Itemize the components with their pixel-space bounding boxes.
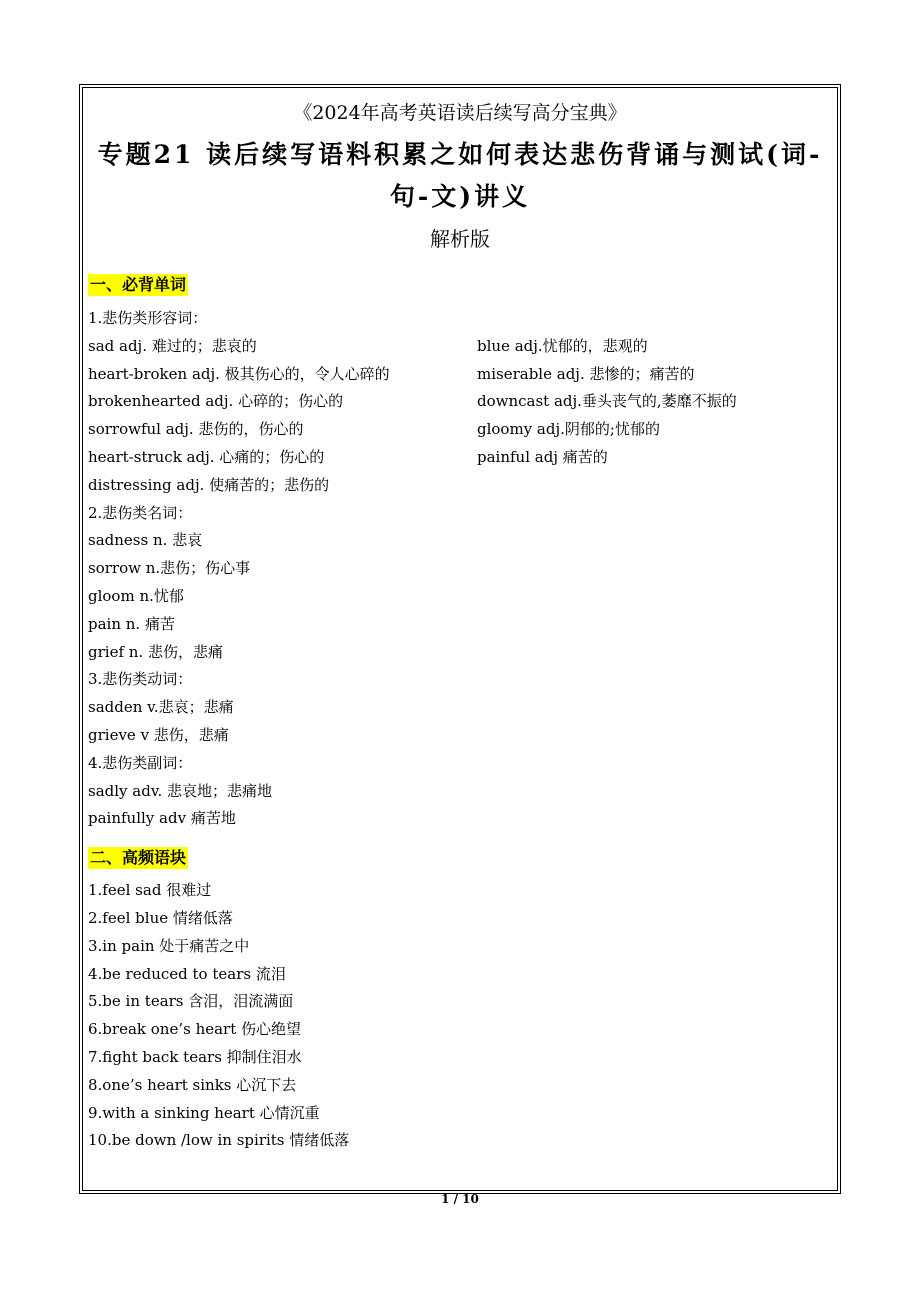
- list-item: miserable adj. 悲惨的；痛苦的: [477, 364, 695, 383]
- list-item: brokenhearted adj. 心碎的；伤心的: [88, 392, 344, 411]
- list-item: 9.with a sinking heart 心情沉重: [88, 1103, 320, 1122]
- list-item: 3.in pain 处于痛苦之中: [88, 936, 250, 955]
- document-content: [88, 96, 832, 1155]
- adj-heading: 1.悲伤类形容词：: [88, 309, 208, 327]
- list-item: gloomy adj.阴郁的;忧郁的: [477, 420, 660, 439]
- list-item: heart-broken adj. 极其伤心的，令人心碎的: [88, 364, 390, 383]
- adj-right-column: [477, 333, 737, 472]
- main-title: 专题21 读后续写语料积累之如何表达悲伤背诵与测试(词-句-文)讲义: [97, 140, 823, 211]
- list-item: grieve v 悲伤，悲痛: [88, 725, 229, 744]
- list-item: 2.feel blue 情绪低落: [88, 908, 233, 927]
- list-item: painful adj 痛苦的: [477, 447, 608, 466]
- list-item: 5.be in tears 含泪，泪流满面: [88, 992, 294, 1011]
- list-item: 4.be reduced to tears 流泪: [88, 964, 286, 983]
- book-title: 《2024年高考英语读后续写高分宝典》: [293, 102, 627, 124]
- section-heading-words: 一、必背单词: [90, 275, 187, 294]
- subtitle: 解析版: [430, 227, 490, 251]
- list-item: gloom n.忧郁: [88, 586, 184, 605]
- list-item: sorrowful adj. 悲伤的，伤心的: [88, 420, 304, 439]
- list-item: grief n. 悲伤，悲痛: [88, 642, 223, 661]
- list-item: 8.one’s heart sinks 心沉下去: [88, 1075, 297, 1094]
- adj-columns: [88, 333, 832, 500]
- list-item: 10.be down /low in spirits 情绪低落: [88, 1131, 350, 1150]
- list-item: distressing adj. 使痛苦的；悲伤的: [88, 475, 330, 494]
- words-section: [88, 305, 832, 833]
- list-item: downcast adj.垂头丧气的,萎靡不振的: [477, 392, 737, 411]
- list-item: 6.break one’s heart 伤心绝望: [88, 1020, 302, 1039]
- noun-heading: 2.悲伤类名词：: [88, 503, 193, 522]
- list-item: sad adj. 难过的；悲哀的: [88, 336, 257, 355]
- list-item: heart-struck adj. 心痛的；伤心的: [88, 447, 325, 466]
- list-item: 1.feel sad 很难过: [88, 881, 212, 900]
- verb-heading: 3.悲伤类动词：: [88, 670, 193, 689]
- list-item: 7.fight back tears 抑制住泪水: [88, 1047, 302, 1066]
- list-item: pain n. 痛苦: [88, 614, 175, 633]
- page-number: 1 / 10: [441, 1192, 479, 1206]
- list-item: sorrow n.悲伤；伤心事: [88, 559, 251, 578]
- list-item: blue adj.忧郁的，悲观的: [477, 336, 648, 355]
- list-item: painfully adv 痛苦地: [88, 809, 236, 828]
- section-heading-phrases: 二、高频语块: [90, 848, 187, 868]
- list-item: sadness n. 悲哀: [88, 531, 203, 550]
- list-item: sadly adv. 悲哀地；悲痛地: [88, 781, 273, 800]
- list-item: sadden v.悲哀；悲痛: [88, 698, 234, 717]
- phrases-section: [88, 877, 832, 1155]
- adv-heading: 4.悲伤类副词：: [88, 753, 193, 772]
